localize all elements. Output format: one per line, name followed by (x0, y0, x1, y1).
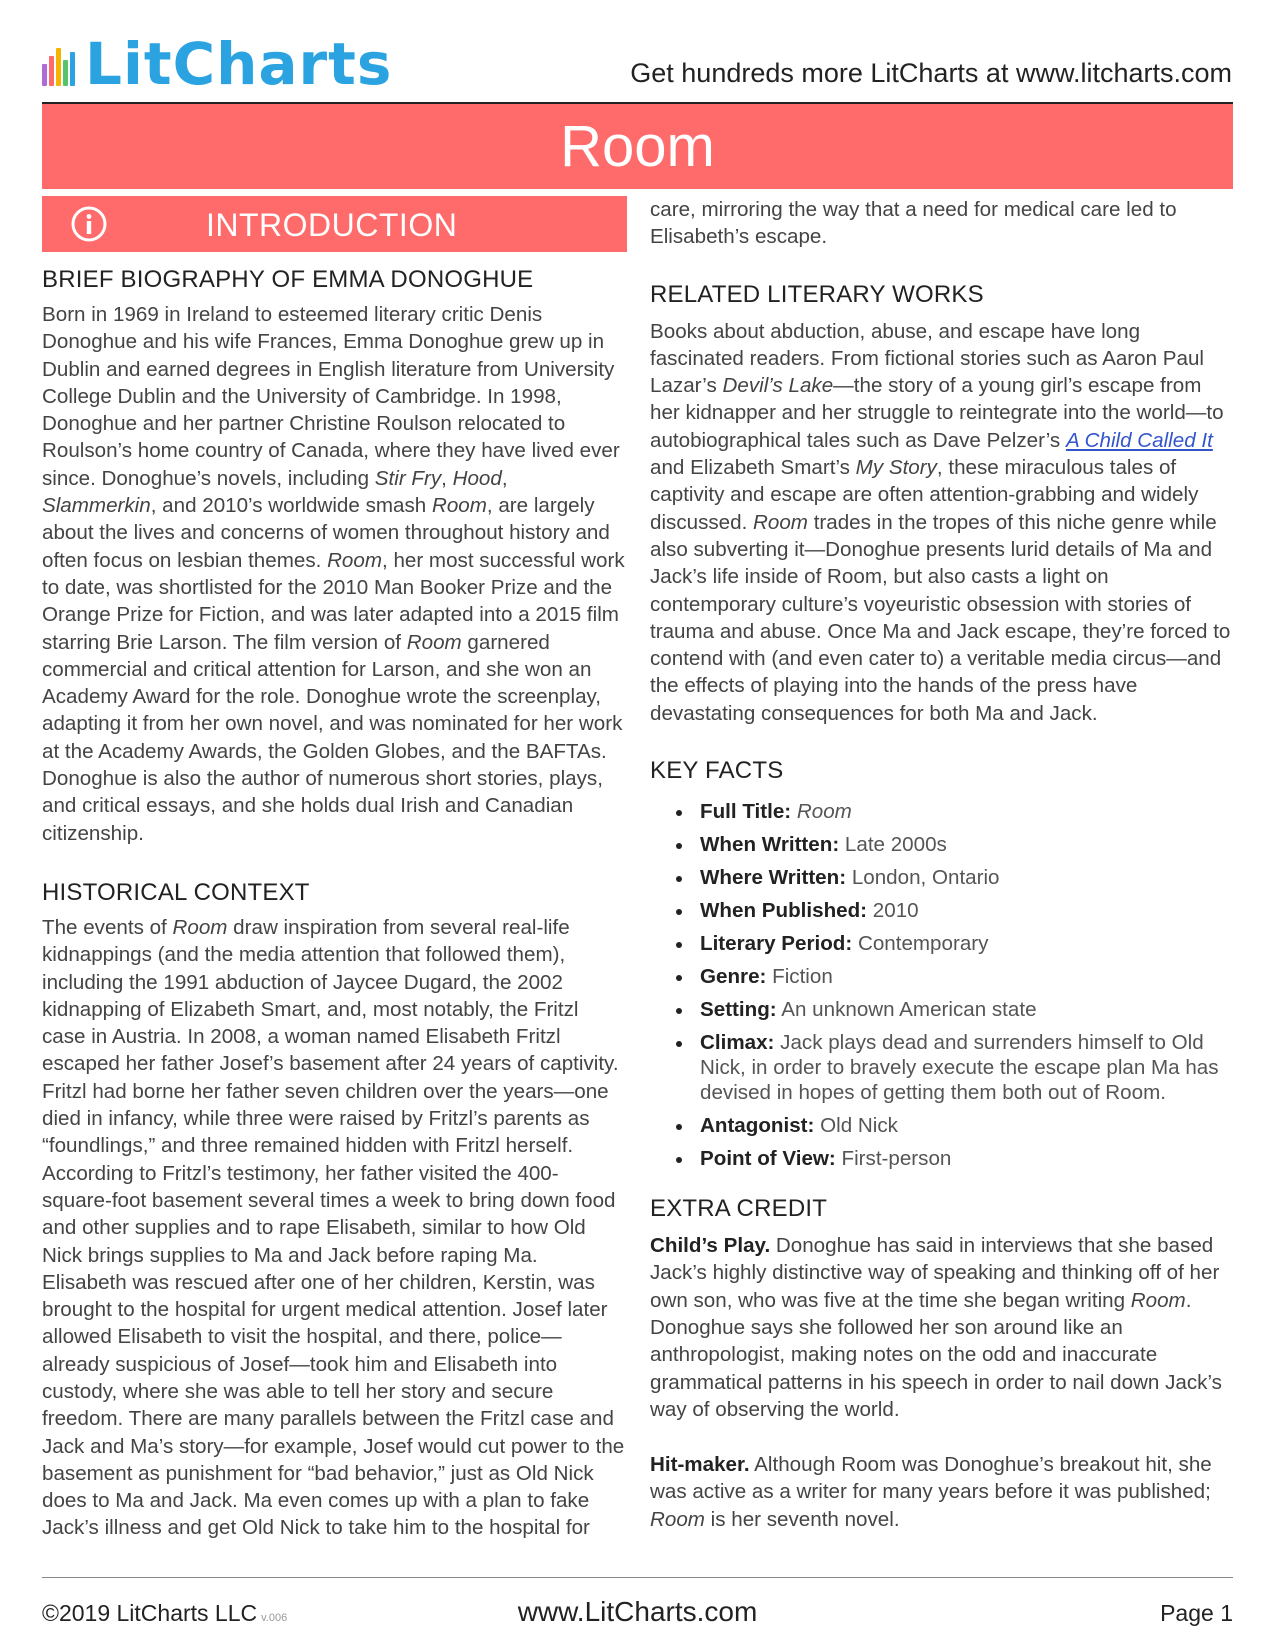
page-title: Room (560, 114, 715, 179)
key-facts-list (650, 799, 1235, 1171)
extra-credit-childs-play: Child’s Play. Donoghue has said in interviews that she based Jack’s highly distinctive way of speaking and thinking off of her own son, who was five at the time she began writing Room. Donoghue says she followed her son around like an anthropologist, making notes on the odd and inaccurate grammatical patterns in his speech in order to nail down Jack’s way of observing the world. (650, 1234, 1222, 1421)
key-fact-item: Climax: Jack plays dead and surrenders himself to Old Nick, in order to bravely execute the escape plan Ma has devised in hopes of getting them both out of Room. (650, 1030, 1235, 1105)
right-column (650, 196, 1235, 1533)
historical-text-continued: care, mirroring the way that a need for medical care led to Elisabeth’s escape. (650, 198, 1177, 249)
footer-site-link[interactable]: www.LitCharts.com (517, 1596, 758, 1627)
logo-bar (70, 52, 75, 86)
logo-bar (49, 56, 54, 86)
logo-text: LitCharts (85, 30, 393, 98)
key-fact-item: Where Written: London, Ontario (650, 865, 1235, 890)
litcharts-logo[interactable] (42, 30, 393, 98)
extra-credit-hit-maker: Hit-maker. Although Room was Donoghue’s breakout hit, she was active as a writer for many years before it was published; Room is her seventh novel. (650, 1453, 1212, 1531)
key-fact-item: Point of View: First-person (650, 1146, 1235, 1171)
logo-bar (56, 48, 61, 86)
introduction-banner (42, 196, 627, 252)
logo-bar (63, 60, 68, 86)
logo-bar (42, 64, 47, 86)
header-tagline[interactable]: Get hundreds more LitCharts at www.litcharts.com (630, 58, 1232, 88)
extra-credit-heading: EXTRA CREDIT (650, 1195, 828, 1223)
historical-text: The events of Room draw inspiration from several real-life kidnappings (and the media attention that followed them), including the 1991 abduction of Jaycee Dugard, the 2002 kidnapping of Elizabeth Smart, and, most notably, the Fritzl case in Austria. In 2008, a woman named Elisabeth Fritzl escaped her father Josef’s basement after 24 years of captivity. Fritzl had borne her father seven children over the years—one died in infancy, while three were raised by Fritzl’s parents as “foundlings,” and three remained hidden with Fritzl herself. According to Fritzl’s testimony, her father visited the 400-square-foot basement several times a week to bring down food and other supplies and to rape Elisabeth, similar to how Old Nick brings supplies to Ma and Jack before raping Ma. Elisabeth was rescued after one of her children, Kerstin, was brought to the hospital for urgent medical attention. Josef later allowed Elisabeth to visit the hospital, and there, police—already suspicious of Josef—took him and Elisabeth into custody, where she was able to tell her story and secure freedom. There are many parallels between the Fritzl case and Jack and Ma’s story—for example, Josef would cut power to the basement as punishment for “bad behavior,” just as Old Nick does to Ma and Jack. Ma even comes up with a plan to fake Jack’s illness and get Old Nick to take him to the hospital for (42, 915, 625, 1540)
key-fact-item: When Published: 2010 (650, 898, 1235, 923)
key-fact-item: When Written: Late 2000s (650, 832, 1235, 857)
key-fact-item: Literary Period: Contemporary (650, 931, 1235, 956)
copyright: ©2019 LitCharts LLC v.006 (42, 1600, 288, 1626)
historical-heading: HISTORICAL CONTEXT (42, 878, 310, 906)
footer-divider (42, 1577, 1233, 1578)
logo-bars-icon (42, 44, 77, 86)
related-heading: RELATED LITERARY WORKS (650, 280, 984, 308)
version-label: v.006 (261, 1612, 288, 1624)
left-column (42, 196, 627, 1542)
page-number: Page 1 (1160, 1600, 1233, 1626)
biography-heading: BRIEF BIOGRAPHY OF EMMA DONOGHUE (42, 266, 534, 293)
title-banner (42, 104, 1233, 189)
header (42, 30, 1232, 104)
introduction-label: INTRODUCTION (206, 207, 458, 243)
key-facts-heading: KEY FACTS (650, 757, 784, 785)
key-fact-item: Antagonist: Old Nick (650, 1113, 1235, 1138)
key-fact-item: Full Title: Room (650, 799, 1235, 824)
info-icon (70, 205, 108, 243)
footer (42, 1596, 1233, 1636)
related-text: Books about abduction, abuse, and escape have long fascinated readers. From fictional stories such as Aaron Paul Lazar’s Devil’s Lake—the story of a young girl’s escape from her kidnapper and her struggle to reintegrate into the world—to autobiographical tales such as Dave Pelzer’s A Child Called It and Elizabeth Smart’s My Story, these miraculous tales of captivity and escape are often attention-grabbing and widely discussed. Room trades in the tropes of this niche genre while also subverting it—Donoghue presents lurid details of Ma and Jack’s life inside of Room, but also casts a light on contemporary culture’s voyeuristic obsession with stories of trauma and abuse. Once Ma and Jack escape, they’re forced to contend with (and even cater to) a veritable media circus—and the effects of playing into the hands of the press have devastating consequences for both Ma and Jack. (650, 319, 1231, 725)
a-child-called-it-link[interactable]: A Child Called It (1065, 428, 1213, 452)
key-fact-item: Genre: Fiction (650, 964, 1235, 989)
biography-text: Born in 1969 in Ireland to esteemed literary critic Denis Donoghue and his wife Frances, Emma Donoghue grew up in Dublin and earned degrees in English literature from University College Dublin and the University of Cambridge. In 1998, Donoghue and her partner Christine Roulson relocated to Roulson’s home country of Canada, where they have lived ever since. Donoghue’s novels, including Stir Fry, Hood, Slammerkin, and 2010’s worldwide smash Room, are largely about the lives and concerns of women throughout history and often focus on lesbian themes. Room, her most successful work to date, was shortlisted for the 2010 Man Booker Prize and the Orange Prize for Fiction, and was later adapted into a 2015 film starring Brie Larson. The film version of Room garnered commercial and critical attention for Larson, and she won an Academy Award for the role. Donoghue wrote the screenplay, adapting it from her own novel, and was nominated for her work at the Academy Awards, the Golden Globes, and the BAFTAs. Donoghue is also the author of numerous short stories, plays, and critical essays, and she holds dual Irish and Canadian citizenship. (42, 303, 625, 845)
key-fact-item: Setting: An unknown American state (650, 997, 1235, 1022)
